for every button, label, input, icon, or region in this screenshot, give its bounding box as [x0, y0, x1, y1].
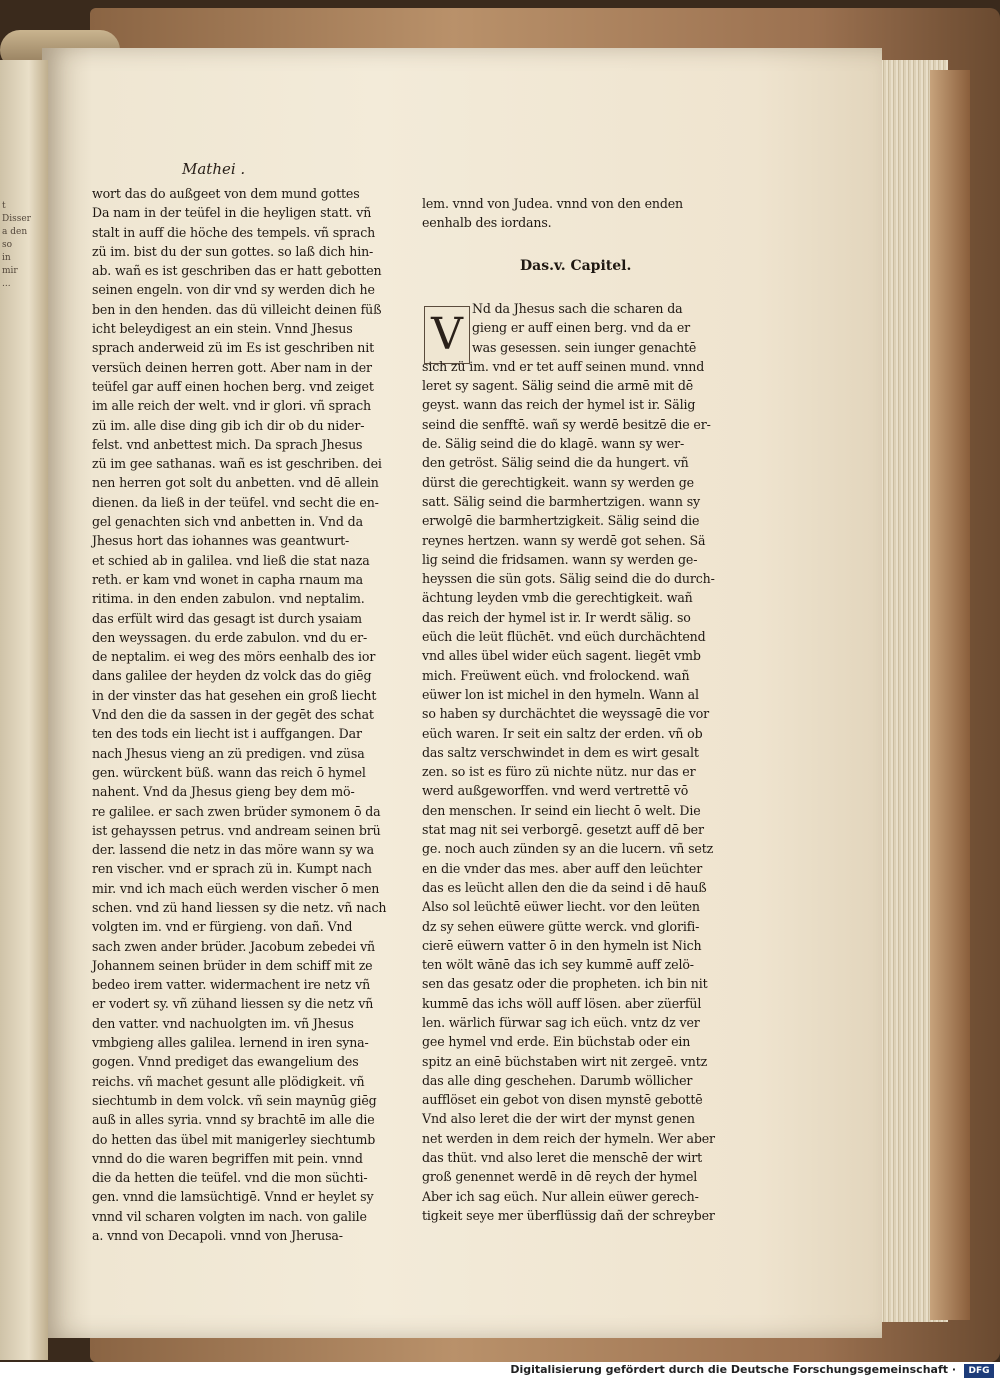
- text-line: zü im gee sathanas. wañ es ist geschriben. dei: [92, 456, 382, 472]
- text-line: lem. vnnd von Judea. vnnd von den enden: [422, 196, 684, 211]
- text-line: ten wölt wānē das ich sey kummē auff zelö-: [422, 957, 694, 973]
- text-line: tigkeit seye mer überflüssig dañ der schreyber: [422, 1207, 715, 1223]
- text-line: net werden in dem reich der hymeln. Wer aber: [422, 1130, 715, 1146]
- text-line: gogen. Vnnd prediget das ewangelium des: [92, 1054, 359, 1070]
- text-line: gee hymel vnd erde. Ein büchstab oder ein: [422, 1034, 691, 1050]
- text-line: vmbgieng alles galilea. lernend in iren syna-: [92, 1035, 369, 1051]
- text-column-right-top: [422, 194, 710, 233]
- text-line: ten des tods ein liecht ist i auffgangen. Dar: [92, 726, 362, 742]
- text-line: Nd da Jhesus sach die scharen da: [472, 301, 683, 316]
- text-line: gel genachten sich vnd anbetten in. Vnd da: [92, 514, 363, 530]
- text-line: gen. vnnd die lamsüchtigē. Vnnd er heylet sy: [92, 1189, 374, 1205]
- text-line: den menschen. Ir seind ein liecht ō welt. Die: [422, 802, 701, 818]
- text-line: volgten im. vnd er fürgieng. von dañ. Vnd: [92, 919, 353, 935]
- text-line: eüwer lon ist michel in den hymeln. Wann al: [422, 686, 699, 702]
- text-line: das thüt. vnd also leret die menschē der wirt: [422, 1150, 703, 1166]
- text-line: Also sol leüchtē eüwer liecht. vor den leüten: [422, 899, 700, 915]
- text-line: eüch waren. Ir seit ein saltz der erden. vñ ob: [422, 725, 703, 741]
- left-page-text: t Disser a den so in mir ...: [2, 201, 31, 289]
- text-line: Da nam in der teüfel in die heyligen statt. vñ: [92, 205, 372, 221]
- text-line: aufflöset ein gebot von disen mynstē gebottē: [422, 1092, 703, 1108]
- text-line: teüfel gar auff einen hochen berg. vnd zeiget: [92, 378, 374, 394]
- text-line: icht beleydigest an ein stein. Vnnd Jhesus: [92, 321, 353, 337]
- text-line: de neptalim. ei weg des mörs eenhalb des ior: [92, 649, 376, 665]
- left-page-fragment: [0, 60, 48, 1360]
- text-line: de. Sälig seind die do klagē. wann sy wer-: [422, 436, 685, 452]
- text-line: zü im. alle dise ding gib ich dir ob du nider-: [92, 417, 365, 433]
- text-line: vnnd do die waren begriffen mit pein. vnnd: [92, 1150, 363, 1166]
- text-line: ritima. in den enden zabulon. vnd neptalim.: [92, 591, 365, 607]
- text-line: auß in alles syria. vnnd sy brachtē im alle die: [92, 1112, 375, 1128]
- text-line: ren vischer. vnd er sprach zü in. Kumpt nach: [92, 861, 372, 877]
- text-line: seind die senfftē. wañ sy werdē besitzē die er-: [422, 416, 711, 432]
- text-line: bedeo irem vatter. widermachent ire netz vñ: [92, 977, 371, 993]
- text-column-left: [92, 184, 387, 1245]
- text-line: reichs. vñ machet gesunt alle plödigkeit. vñ: [92, 1073, 365, 1089]
- text-line: den weyssagen. du erde zabulon. vnd du er-: [92, 629, 368, 645]
- text-line: in der vinster das hat gesehen ein groß liecht: [92, 687, 377, 703]
- text-line: werd außgeworffen. vnd werd vertrettē vō: [422, 783, 689, 799]
- text-line: sen das gesatz oder die propheten. ich bin nit: [422, 976, 708, 992]
- text-line: spitz an einē büchstaben wirt nit zergeē. vntz: [422, 1053, 708, 1069]
- text-column-right: [422, 299, 715, 1225]
- text-line: geyst. wann das reich der hymel ist ir. Sälig: [422, 397, 696, 413]
- text-line: Aber ich sag eüch. Nur allein eüwer gerech-: [422, 1188, 699, 1204]
- text-line: eüch die leüt flüchēt. vnd eüch durchächtend: [422, 629, 706, 645]
- text-line: dans galilee der heyden dz volck das do giēg: [92, 668, 372, 684]
- dfg-logo: DFG: [964, 1364, 994, 1378]
- text-line: er vodert sy. vñ zühand liessen sy die netz vñ: [92, 996, 374, 1012]
- text-line: mich. Freüwent eüch. vnd frolockend. wañ: [422, 667, 690, 683]
- text-line: den getröst. Sälig seind die da hungert. vñ: [422, 455, 689, 471]
- text-line: den vatter. vnd nachuolgten im. vñ Jhesus: [92, 1015, 354, 1031]
- text-line: siechtumb in dem volck. vñ sein maynūg giēg: [92, 1092, 377, 1108]
- text-line: dienen. da ließ in der teüfel. vnd secht die en-: [92, 494, 379, 510]
- text-line: ben in den henden. das dü villeicht deinen füß: [92, 301, 382, 317]
- text-line: reynes hertzen. wann sy werdē got sehen. Sä: [422, 532, 706, 548]
- text-line: schen. vnd zü hand liessen sy die netz. vñ nach: [92, 899, 387, 915]
- text-line: wort das do außgeet von dem mund gottes: [92, 186, 360, 201]
- text-line: re galilee. er sach zwen brüder symonem ō da: [92, 803, 381, 819]
- text-line: mir. vnd ich mach eüch werden vischer ō men: [92, 880, 380, 896]
- text-line: leret sy sagent. Sälig seind die armē mit dē: [422, 378, 694, 394]
- funding-notice: Digitalisierung gefördert durch die Deutsche Forschungsgemeinschaft ·: [510, 1363, 956, 1376]
- text-line: das reich der hymel ist ir. Ir werdt sälig. so: [422, 609, 691, 625]
- text-line: das saltz verschwindet in dem es wirt gesalt: [422, 744, 699, 760]
- running-title: Mathei .: [182, 160, 246, 178]
- text-line: ist gehayssen petrus. vnd andream seinen brü: [92, 822, 381, 838]
- text-line: dürst die gerechtigkeit. wann sy werden ge: [422, 474, 694, 490]
- text-line: die da hetten die teüfel. vnd die mon süchti-: [92, 1170, 368, 1186]
- text-line: eenhalb des iordans.: [422, 215, 552, 231]
- text-line: nen herren got solt du anbetten. vnd dē allein: [92, 475, 379, 491]
- text-line: gen. würckent büß. wann das reich ō hymel: [92, 764, 366, 780]
- text-line: lig seind die fridsamen. wann sy werden ge-: [422, 551, 698, 567]
- text-line: dz sy sehen eüwere gütte werck. vnd glorifi-: [422, 918, 700, 934]
- text-line: so haben sy durchächtet die weyssagē die vor: [422, 706, 709, 722]
- text-line: satt. Sälig seind die barmhertzigen. wann sy: [422, 493, 700, 509]
- text-line: sich zü im. vnd er tet auff seinen mund. vnnd: [422, 358, 705, 374]
- text-line: der. lassend die netz in das möre wann sy wa: [92, 842, 375, 858]
- text-line: cierē eüwern vatter ō in den hymeln ist Nich: [422, 937, 702, 953]
- text-line: vnnd vil scharen volgten im nach. von galile: [92, 1208, 367, 1224]
- text-line: sprach anderweid zü im Es ist geschriben nit: [92, 340, 375, 356]
- text-line: versüch deinen herren gott. Aber nam in der: [92, 359, 372, 375]
- decorated-initial: V: [424, 306, 470, 364]
- text-line: ge. noch auch zünden sy an die lucern. vñ setz: [422, 841, 714, 857]
- text-line: ächtung leyden vmb die gerechtigkeit. wañ: [422, 590, 693, 606]
- text-line: vnd alles übel wider eüch sagent. liegēt vmb: [422, 648, 701, 664]
- text-line: zen. so ist es füro zü nichte nütz. nur das er: [422, 764, 696, 780]
- text-line: et schied ab in galilea. vnd ließ die stat naza: [92, 552, 370, 568]
- text-line: a. vnnd von Decapoli. vnnd von Jherusa-: [92, 1228, 343, 1244]
- text-line: len. wärlich fürwar sag ich eüch. vntz dz ver: [422, 1014, 700, 1030]
- text-line: das erfült wird das gesagt ist durch ysaiam: [92, 610, 362, 626]
- footer-bar: [0, 1362, 1000, 1381]
- text-line: reth. er kam vnd wonet in capha rnaum ma: [92, 571, 364, 587]
- text-line: en die vnder das mes. aber auff den leüchter: [422, 860, 703, 876]
- text-line: nahent. Vnd da Jhesus gieng bey dem mö-: [92, 784, 355, 800]
- text-line: erwolgē die barmhertzigkeit. Sälig seind die: [422, 513, 700, 529]
- text-line: groß genennet werdē in dē reych der hymel: [422, 1169, 698, 1185]
- chapter-heading: Das.v. Capitel.: [520, 258, 632, 274]
- text-line: zü im. bist du der sun gottes. so laß dich hin-: [92, 243, 374, 259]
- text-line: do hetten das übel mit manigerley siechtumb: [92, 1131, 376, 1147]
- text-line: das es leücht allen den die da seind i dē hauß: [422, 879, 707, 895]
- text-line: das alle ding geschehen. Darumb wöllicher: [422, 1072, 693, 1088]
- text-line: ab. wañ es ist geschriben das er hatt gebotten: [92, 263, 382, 279]
- text-line: sach zwen ander brüder. Jacobum zebedei vñ: [92, 938, 376, 954]
- text-line: gieng er auff einen berg. vnd da er: [472, 320, 690, 336]
- text-line: Johannem seinen brüder in dem schiff mit ze: [92, 957, 373, 973]
- text-line: nach Jhesus vieng an zü predigen. vnd züsa: [92, 745, 365, 761]
- text-line: Vnd den die da sassen in der gegēt des schat: [92, 707, 374, 723]
- text-line: im alle reich der welt. vnd ir glori. vñ sprach: [92, 398, 371, 414]
- text-line: stat mag nit sei verborgē. gesetzt auff dē ber: [422, 822, 704, 838]
- cover-edge: [930, 70, 970, 1320]
- text-line: heyssen die sün gots. Sälig seind die do durch-: [422, 571, 715, 587]
- text-line: kummē das ichs wöll auff lösen. aber züerfül: [422, 995, 702, 1011]
- text-line: Jhesus hort das iohannes was geantwurt-: [92, 533, 350, 549]
- text-line: stalt in auff die höche des tempels. vñ sprach: [92, 224, 376, 240]
- text-line: was gesessen. sein iunger genachtē: [472, 339, 697, 355]
- text-line: felst. vnd anbettest mich. Da sprach Jhesus: [92, 436, 363, 452]
- text-line: seinen engeln. von dir vnd sy werden dich he: [92, 282, 375, 298]
- text-line: Vnd also leret die der wirt der mynst genen: [422, 1111, 695, 1127]
